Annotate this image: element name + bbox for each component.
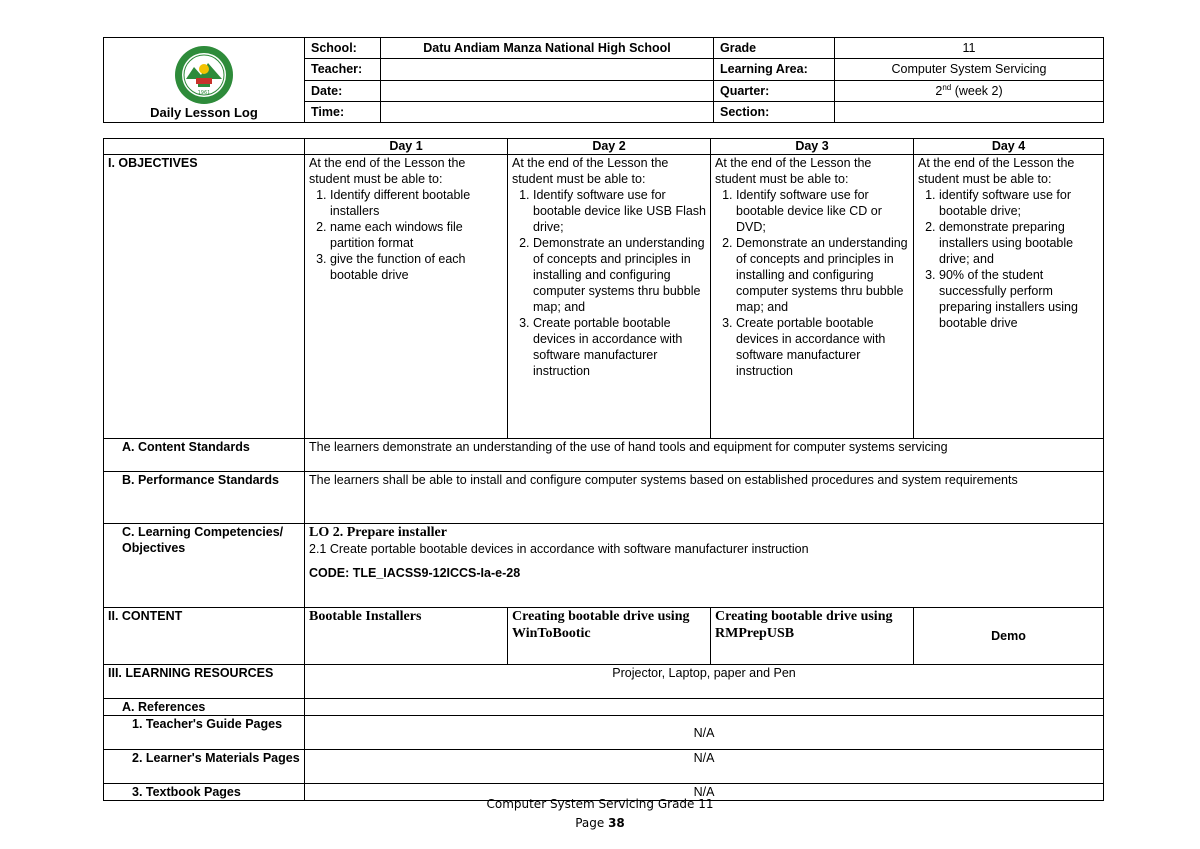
learners-materials-label: 2. Learner's Materials Pages [104,750,305,784]
content-day2: Creating bootable drive using WinToBootic [508,608,711,665]
area-value: Computer System Servicing [835,59,1104,80]
objectives-intro: At the end of the Lesson the student must be able to: [309,156,466,186]
day-header-4: Day 4 [914,139,1104,155]
seal-year: 1961 [197,90,211,96]
content-day3: Creating bootable drive using RMPrepUSB [711,608,914,665]
log-title: Daily Lesson Log [150,105,258,120]
objective-item: 2. name each windows file partition format [330,219,503,251]
quarter-number: 2 [935,83,943,98]
competencies-cell [305,524,1104,608]
teachers-guide-value: N/A [305,716,1104,750]
objective-item: 2. demonstrate preparing installers using bootable drive; and [939,219,1099,267]
corner-cell [104,139,305,155]
resources-label: III. LEARNING RESOURCES [104,665,305,699]
objectives-day1 [305,155,508,439]
quarter-week: (week 2) [951,83,1003,98]
learners-materials-value: N/A [305,750,1104,784]
content-day1: Bootable Installers [305,608,508,665]
objectives-day3 [711,155,914,439]
objective-item: 3. give the function of each bootable drive [330,251,503,283]
page-number: 38 [608,816,625,830]
content-standards-label: A. Content Standards [104,439,305,472]
objective-item: 3. Create portable bootable devices in accordance with software manufacturer instruction [533,315,706,379]
competency-lo: LO 2. Prepare installer [309,525,447,540]
objective-item: 3. 90% of the student successfully perform preparing installers using bootable drive [939,267,1099,331]
day-header-2: Day 2 [508,139,711,155]
references-empty [305,699,1104,716]
content-standards-text: The learners demonstrate an understanding of the use of hand tools and equipment for computer systems servicing [305,439,1104,472]
quarter-suffix: nd [942,82,952,92]
time-value [381,101,714,122]
school-value: Datu Andiam Manza National High School [381,38,714,59]
objective-item: 1. Identify software use for bootable device like CD or DVD; [736,187,909,235]
lesson-table [103,138,1104,801]
grade-value: 11 [835,38,1104,59]
objective-item: 1. Identify software use for bootable device like USB Flash drive; [533,187,706,235]
resources-text: Projector, Laptop, paper and Pen [305,665,1104,699]
objective-item: 1. identify software use for bootable drive; [939,187,1099,219]
date-value [381,80,714,101]
competency-code: CODE: TLE_IACSS9-12ICCS-Ia-e-28 [309,566,521,580]
page-footer [0,795,1200,833]
objectives-intro: At the end of the Lesson the student must be able to: [715,156,872,186]
performance-standards-label: B. Performance Standards [104,472,305,524]
page-label: Page [575,816,609,830]
footer-page [0,814,1200,833]
content-label: II. CONTENT [104,608,305,665]
section-label: Section: [714,101,835,122]
school-label: School: [305,38,381,59]
objective-item: 2. Demonstrate an understanding of concepts and principles in installing and configuring computer systems thru bubble map; and [533,235,706,315]
objective-item: 2. Demonstrate an understanding of concepts and principles in installing and configuring computer systems thru bubble map; and [736,235,909,315]
school-seal-icon [174,45,234,105]
competency-detail: 2.1 Create portable bootable devices in accordance with software manufacturer instruction [309,542,809,556]
logo-cell [104,38,305,123]
objectives-day4 [914,155,1104,439]
references-label: A. References [104,699,305,716]
objectives-intro: At the end of the Lesson the student must be able to: [512,156,669,186]
textbook-label: 3. Textbook Pages [104,784,305,801]
grade-label: Grade [714,38,835,59]
objectives-label: I. OBJECTIVES [104,155,305,439]
section-value [835,101,1104,122]
performance-standards-text: The learners shall be able to install and configure computer systems based on established procedures and system requirements [305,472,1104,524]
teacher-value [381,59,714,80]
competencies-label: C. Learning Competencies/ Objectives [104,524,305,608]
textbook-value: N/A [305,784,1104,801]
area-label: Learning Area: [714,59,835,80]
quarter-label: Quarter: [714,80,835,101]
quarter-value [835,80,1104,101]
teacher-label: Teacher: [305,59,381,80]
day-header-3: Day 3 [711,139,914,155]
objectives-intro: At the end of the Lesson the student must be able to: [918,156,1075,186]
objective-item: 3. Create portable bootable devices in accordance with software manufacturer instruction [736,315,909,379]
content-day4: Demo [914,608,1104,665]
teachers-guide-label: 1. Teacher's Guide Pages [104,716,305,750]
footer-title: Computer System Servicing Grade 11 [486,797,714,811]
objective-item: 1. Identify different bootable installers [330,187,503,219]
header-table [103,37,1104,123]
date-label: Date: [305,80,381,101]
time-label: Time: [305,101,381,122]
objectives-day2 [508,155,711,439]
day-header-1: Day 1 [305,139,508,155]
